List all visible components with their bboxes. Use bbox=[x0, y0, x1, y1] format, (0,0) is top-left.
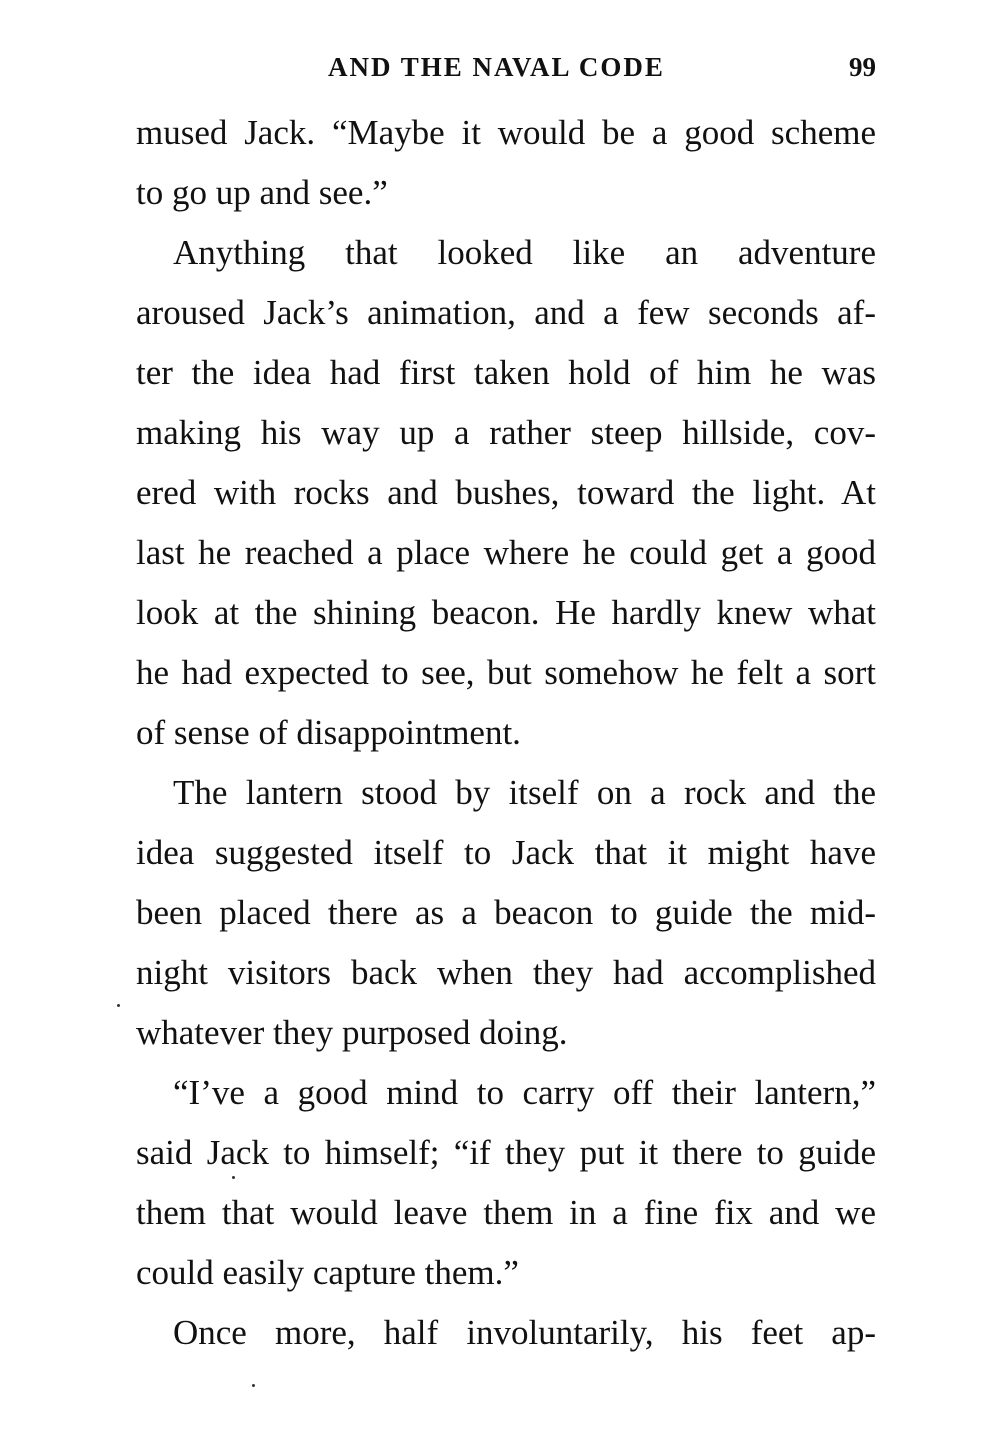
text-line: Anything that looked like an adventure bbox=[173, 233, 876, 272]
text-line: The lantern stood by itself on a rock and the bbox=[173, 773, 876, 812]
scan-speck bbox=[252, 1384, 255, 1387]
text-line: ered with rocks and bushes, toward the light. At bbox=[136, 473, 876, 512]
text-line: of sense of disappointment. bbox=[136, 713, 521, 752]
text-line: mused Jack. “Maybe it would be a good scheme bbox=[136, 113, 876, 152]
text-line: Once more, half involuntarily, his feet ap- bbox=[173, 1313, 876, 1352]
text-line: night visitors back when they had accomplished bbox=[136, 953, 876, 992]
text-line: idea suggested itself to Jack that it might have bbox=[136, 833, 876, 872]
text-line: making his way up a rather steep hillside, cov- bbox=[136, 413, 876, 452]
running-title: AND THE NAVAL CODE bbox=[328, 52, 665, 82]
page-number: 99 bbox=[849, 52, 876, 82]
text-line: look at the shining beacon. He hardly knew what bbox=[136, 593, 876, 632]
text-line: whatever they purposed doing. bbox=[136, 1013, 568, 1052]
scan-speck bbox=[232, 1176, 235, 1179]
text-line: he had expected to see, but somehow he felt a sort bbox=[136, 653, 876, 692]
text-line: could easily capture them.” bbox=[136, 1253, 519, 1292]
text-line: to go up and see.” bbox=[136, 173, 388, 212]
text-line: last he reached a place where he could get a good bbox=[136, 533, 876, 572]
text-line: ter the idea had first taken hold of him he was bbox=[136, 353, 876, 392]
text-line: said Jack to himself; “if they put it there to guide bbox=[136, 1133, 876, 1172]
body-text bbox=[136, 103, 876, 1363]
running-head bbox=[136, 52, 876, 92]
scan-speck bbox=[117, 1004, 120, 1007]
text-line: “I’ve a good mind to carry off their lantern,” bbox=[173, 1073, 876, 1112]
text-line: been placed there as a beacon to guide the mid- bbox=[136, 893, 876, 932]
text-line: them that would leave them in a fine fix and we bbox=[136, 1193, 876, 1232]
text-line: aroused Jack’s animation, and a few seconds af- bbox=[136, 293, 876, 332]
